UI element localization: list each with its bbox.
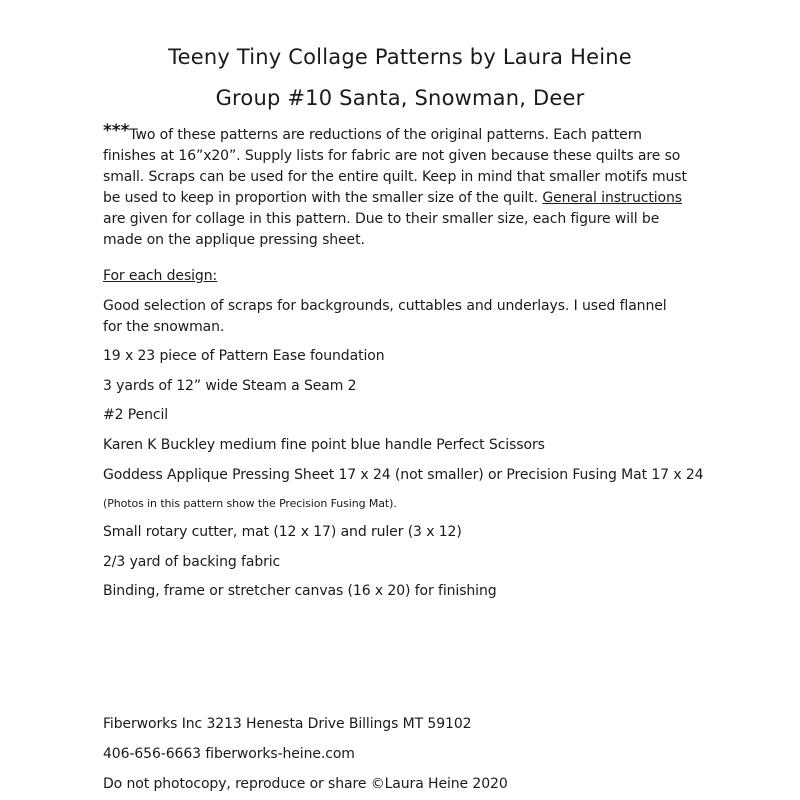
footer-address: Fiberworks Inc 3213 Henesta Drive Billings MT 59102 [103, 716, 472, 732]
supply-item: Good selection of scraps for backgrounds, cuttables and underlays. I used flannel for the snowman. [103, 298, 667, 335]
supply-item: Karen K Buckley medium fine point blue handle Perfect Scissors [103, 437, 545, 453]
supply-note: (Photos in this pattern show the Precision Fusing Mat). [103, 497, 397, 510]
supply-item: 2/3 yard of backing fabric [103, 554, 281, 570]
asterisks: *** [103, 121, 130, 141]
supplies-heading: For each design: [103, 268, 218, 284]
footer-contact: 406-656-6663 fiberworks-heine.com [103, 746, 355, 762]
page-subtitle: Group #10 Santa, Snowman, Deer [215, 86, 585, 110]
supply-item: 3 yards of 12” wide Steam a Seam 2 [103, 378, 357, 394]
intro-text-continued: are given for collage in this pattern. Due to their smaller size, each figure will be made on the applique pressing sheet. [103, 211, 660, 248]
intro-text: Two of these patterns are reductions of the original patterns. Each pattern finishes at 16”x20”. Supply lists for fabric are not given because these quilts are so small. Scraps can be used for the entire quilt. Keep in mind that smaller motifs must be used to keep in proportion with the smaller size of the quilt. [103, 127, 687, 206]
general-instructions-link[interactable]: General instructions [542, 190, 682, 206]
page-title: Teeny Tiny Collage Patterns by Laura Heine [168, 45, 632, 69]
supply-item: #2 Pencil [103, 407, 169, 423]
supply-item: 19 x 23 piece of Pattern Ease foundation [103, 348, 385, 364]
supply-item: Small rotary cutter, mat (12 x 17) and ruler (3 x 12) [103, 524, 462, 540]
intro-paragraph [103, 121, 693, 251]
supply-item: Binding, frame or stretcher canvas (16 x 20) for finishing [103, 583, 497, 599]
supply-item: Goddess Applique Pressing Sheet 17 x 24 (not smaller) or Precision Fusing Mat 17 x 24 [103, 467, 704, 483]
footer-copyright: Do not photocopy, reproduce or share ©Laura Heine 2020 [103, 776, 508, 792]
